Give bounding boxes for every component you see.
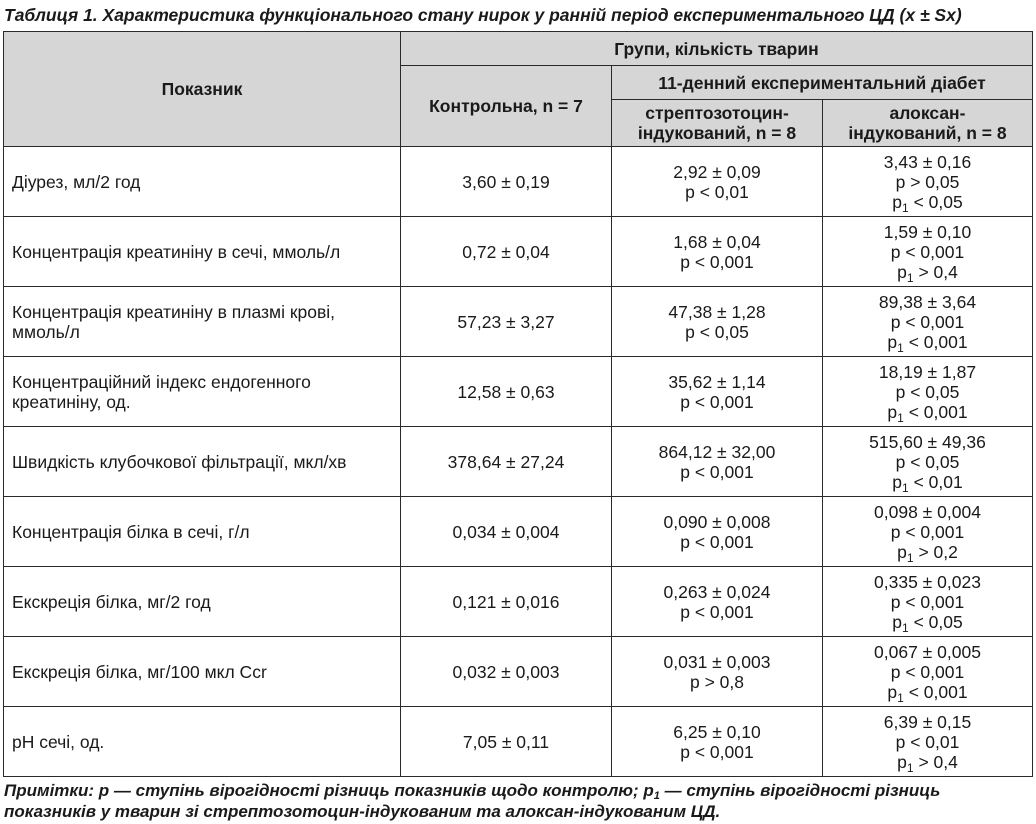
control-cell xyxy=(401,497,612,567)
streptozotocin-value: p < 0,001 xyxy=(680,461,754,482)
alloxan-p-value: p < 0,001 xyxy=(890,591,965,612)
streptozotocin-value: 1,68 ± 0,04 xyxy=(673,231,761,252)
alloxan-p-value: p > 0,05 xyxy=(895,171,960,192)
p1-comparison: < 0,001 xyxy=(908,681,968,702)
alloxan-p1-value xyxy=(823,331,1032,355)
indicator-cell xyxy=(4,287,401,357)
indicator-cell xyxy=(4,217,401,287)
alloxan-value: 3,43 ± 0,16 xyxy=(883,151,972,172)
alloxan-value: 515,60 ± 49,36 xyxy=(869,431,986,452)
streptozotocin-value: 864,12 ± 32,00 xyxy=(658,441,776,462)
alloxan-value: 89,38 ± 3,64 xyxy=(878,291,977,312)
streptozotocin-value: p < 0,001 xyxy=(680,601,754,622)
table-row xyxy=(4,497,1033,567)
table-row xyxy=(4,357,1033,427)
header-indicator: Показник xyxy=(4,32,401,147)
table-row xyxy=(4,567,1033,637)
alloxan-p-value: p < 0,05 xyxy=(895,381,960,402)
p1-subscript: 1 xyxy=(902,200,909,215)
alloxan-p1-value xyxy=(823,261,1032,285)
indicator-cell xyxy=(4,147,401,217)
indicator-cell xyxy=(4,707,401,777)
notes-subscript: 1 xyxy=(653,790,660,802)
control-cell xyxy=(401,707,612,777)
table-caption: Таблиця 1. Характеристика функціонального стану нирок у ранній період експериментального ЦД (x ± Sx) xyxy=(4,5,962,25)
streptozotocin-value: 35,62 ± 1,14 xyxy=(668,371,766,392)
alloxan-p-value: p < 0,01 xyxy=(895,731,960,752)
control-value: 3,60 ± 0,19 xyxy=(462,171,550,192)
alloxan-p1-value xyxy=(823,541,1032,565)
table-row xyxy=(4,147,1033,217)
alloxan-cell xyxy=(823,147,1033,217)
streptozotocin-cell xyxy=(612,637,823,707)
control-value: 12,58 ± 0,63 xyxy=(457,381,555,402)
streptozotocin-value: 47,38 ± 1,28 xyxy=(668,301,766,322)
indicator-line: pH сечі, од. xyxy=(12,731,105,752)
control-cell xyxy=(401,357,612,427)
streptozotocin-cell xyxy=(612,287,823,357)
alloxan-p-value: p < 0,001 xyxy=(890,661,965,682)
table-notes xyxy=(4,780,1034,822)
control-cell xyxy=(401,427,612,497)
p1-letter: p xyxy=(887,401,898,422)
alloxan-value: 0,098 ± 0,004 xyxy=(874,501,981,522)
streptozotocin-cell xyxy=(612,357,823,427)
p1-subscript: 1 xyxy=(897,410,904,425)
control-value: 7,05 ± 0,11 xyxy=(462,731,550,752)
alloxan-cell xyxy=(823,217,1033,287)
control-value: 378,64 ± 27,24 xyxy=(447,451,565,472)
alloxan-p-value: p < 0,001 xyxy=(890,521,965,542)
alloxan-value: 0,335 ± 0,023 xyxy=(874,571,981,592)
alloxan-p-value: p < 0,001 xyxy=(890,311,965,332)
p1-letter: p xyxy=(887,331,898,352)
p1-subscript: 1 xyxy=(897,340,904,355)
p1-letter: p xyxy=(892,471,902,492)
streptozotocin-value: p < 0,01 xyxy=(685,181,749,202)
alloxan-value: 1,59 ± 0,10 xyxy=(883,221,972,242)
header-diabetes: 11-денний експериментальний діабет xyxy=(612,66,1033,100)
alloxan-cell xyxy=(823,497,1033,567)
header-control: Контрольна, n = 7 xyxy=(401,66,612,147)
p1-letter: p xyxy=(897,261,907,282)
p1-subscript: 1 xyxy=(906,760,914,775)
table-row xyxy=(4,707,1033,777)
streptozotocin-cell xyxy=(612,427,823,497)
indicator-cell xyxy=(4,497,401,567)
table-row xyxy=(4,217,1033,287)
streptozotocin-cell xyxy=(612,707,823,777)
alloxan-p-value: p < 0,05 xyxy=(895,451,960,472)
p1-letter: p xyxy=(887,681,898,702)
control-value: 57,23 ± 3,27 xyxy=(457,311,555,332)
p1-comparison: < 0,001 xyxy=(908,331,968,352)
p1-comparison: < 0,001 xyxy=(908,401,968,422)
alloxan-value: 0,067 ± 0,005 xyxy=(874,641,981,662)
p1-comparison: < 0,05 xyxy=(913,191,963,212)
header-alloxan: алоксан- індукований, n = 8 xyxy=(823,100,1033,147)
alloxan-cell xyxy=(823,427,1033,497)
p1-letter: p xyxy=(892,191,902,212)
indicator-cell xyxy=(4,567,401,637)
streptozotocin-value: 6,25 ± 0,10 xyxy=(673,721,761,742)
streptozotocin-value: 0,263 ± 0,024 xyxy=(663,581,771,602)
p1-comparison: > 0,4 xyxy=(918,751,958,772)
control-cell xyxy=(401,147,612,217)
streptozotocin-value: p < 0,001 xyxy=(680,741,754,762)
alloxan-p1-value xyxy=(823,611,1032,635)
indicator-line: Екскреція білка, мг/100 мкл Ccr xyxy=(12,661,267,682)
control-value: 0,032 ± 0,003 xyxy=(452,661,560,682)
alloxan-cell xyxy=(823,637,1033,707)
p1-subscript: 1 xyxy=(906,270,914,285)
alloxan-p1-value xyxy=(823,191,1032,215)
p1-comparison: < 0,05 xyxy=(913,611,963,632)
header-streptozotocin: стрептозотоцин- індукований, n = 8 xyxy=(612,100,823,147)
alloxan-p-value: p < 0,001 xyxy=(890,241,965,262)
streptozotocin-cell xyxy=(612,497,823,567)
p1-letter: p xyxy=(897,751,907,772)
p1-subscript: 1 xyxy=(897,690,904,705)
control-value: 0,034 ± 0,004 xyxy=(452,521,560,542)
streptozotocin-cell xyxy=(612,217,823,287)
control-value: 0,72 ± 0,04 xyxy=(462,241,550,262)
p1-letter: p xyxy=(897,541,907,562)
control-value: 0,121 ± 0,016 xyxy=(452,591,560,612)
control-cell xyxy=(401,287,612,357)
alloxan-p1-value xyxy=(823,751,1032,775)
control-cell xyxy=(401,567,612,637)
alloxan-cell xyxy=(823,357,1033,427)
streptozotocin-value: p < 0,001 xyxy=(680,251,754,272)
p1-subscript: 1 xyxy=(906,550,914,565)
table-row xyxy=(4,287,1033,357)
p1-comparison: > 0,4 xyxy=(918,261,958,282)
control-cell xyxy=(401,637,612,707)
streptozotocin-value: 0,031 ± 0,003 xyxy=(663,651,771,672)
alloxan-cell xyxy=(823,567,1033,637)
notes-part2: — ступінь вірогідності різниць показників у тварин зі стрептозотоцин-індукованим та алоксан-індукованим ЦД. xyxy=(4,781,941,821)
indicator-line: Концентрація білка в сечі, г/л xyxy=(12,521,250,542)
indicator-line: креатиніну, од. xyxy=(12,391,131,412)
table-row xyxy=(4,637,1033,707)
indicator-line: Екскреція білка, мг/2 год xyxy=(12,591,211,612)
alloxan-p1-value xyxy=(823,681,1032,705)
table-row xyxy=(4,427,1033,497)
streptozotocin-value: 2,92 ± 0,09 xyxy=(673,161,761,182)
table-body xyxy=(4,147,1033,777)
control-cell xyxy=(401,217,612,287)
p1-subscript: 1 xyxy=(902,480,909,495)
indicator-line: Концентрація креатиніну в сечі, ммоль/л xyxy=(12,241,341,262)
alloxan-cell xyxy=(823,287,1033,357)
indicator-cell xyxy=(4,357,401,427)
streptozotocin-value: p < 0,001 xyxy=(680,391,754,412)
indicator-cell xyxy=(4,427,401,497)
indicator-cell xyxy=(4,637,401,707)
alloxan-p1-value xyxy=(823,401,1032,425)
indicator-line: Концентрація креатиніну в плазмі крові, xyxy=(12,301,335,322)
indicator-line: Швидкість клубочкової фільтрації, мкл/хв xyxy=(12,451,347,472)
p1-subscript: 1 xyxy=(902,620,909,635)
streptozotocin-value: p < 0,001 xyxy=(680,531,754,552)
alloxan-cell xyxy=(823,707,1033,777)
p1-comparison: < 0,01 xyxy=(913,471,963,492)
header-groups: Групи, кількість тварин xyxy=(401,32,1033,66)
streptozotocin-cell xyxy=(612,147,823,217)
indicator-line: Концентраційний індекс ендогенного xyxy=(12,371,311,392)
streptozotocin-value: p > 0,8 xyxy=(689,671,744,692)
alloxan-value: 6,39 ± 0,15 xyxy=(883,711,972,732)
streptozotocin-value: 0,090 ± 0,008 xyxy=(663,511,771,532)
alloxan-value: 18,19 ± 1,87 xyxy=(878,361,977,382)
notes-part1: Примітки: p — ступінь вірогідності різниць показників щодо контролю; p xyxy=(4,781,654,800)
streptozotocin-cell xyxy=(612,567,823,637)
indicator-line: Діурез, мл/2 год xyxy=(12,171,141,192)
p1-letter: p xyxy=(892,611,902,632)
alloxan-p1-value xyxy=(823,471,1032,495)
kidney-function-table xyxy=(3,31,1033,777)
p1-comparison: > 0,2 xyxy=(918,541,958,562)
streptozotocin-value: p < 0,05 xyxy=(685,321,749,342)
indicator-line: ммоль/л xyxy=(12,321,80,342)
